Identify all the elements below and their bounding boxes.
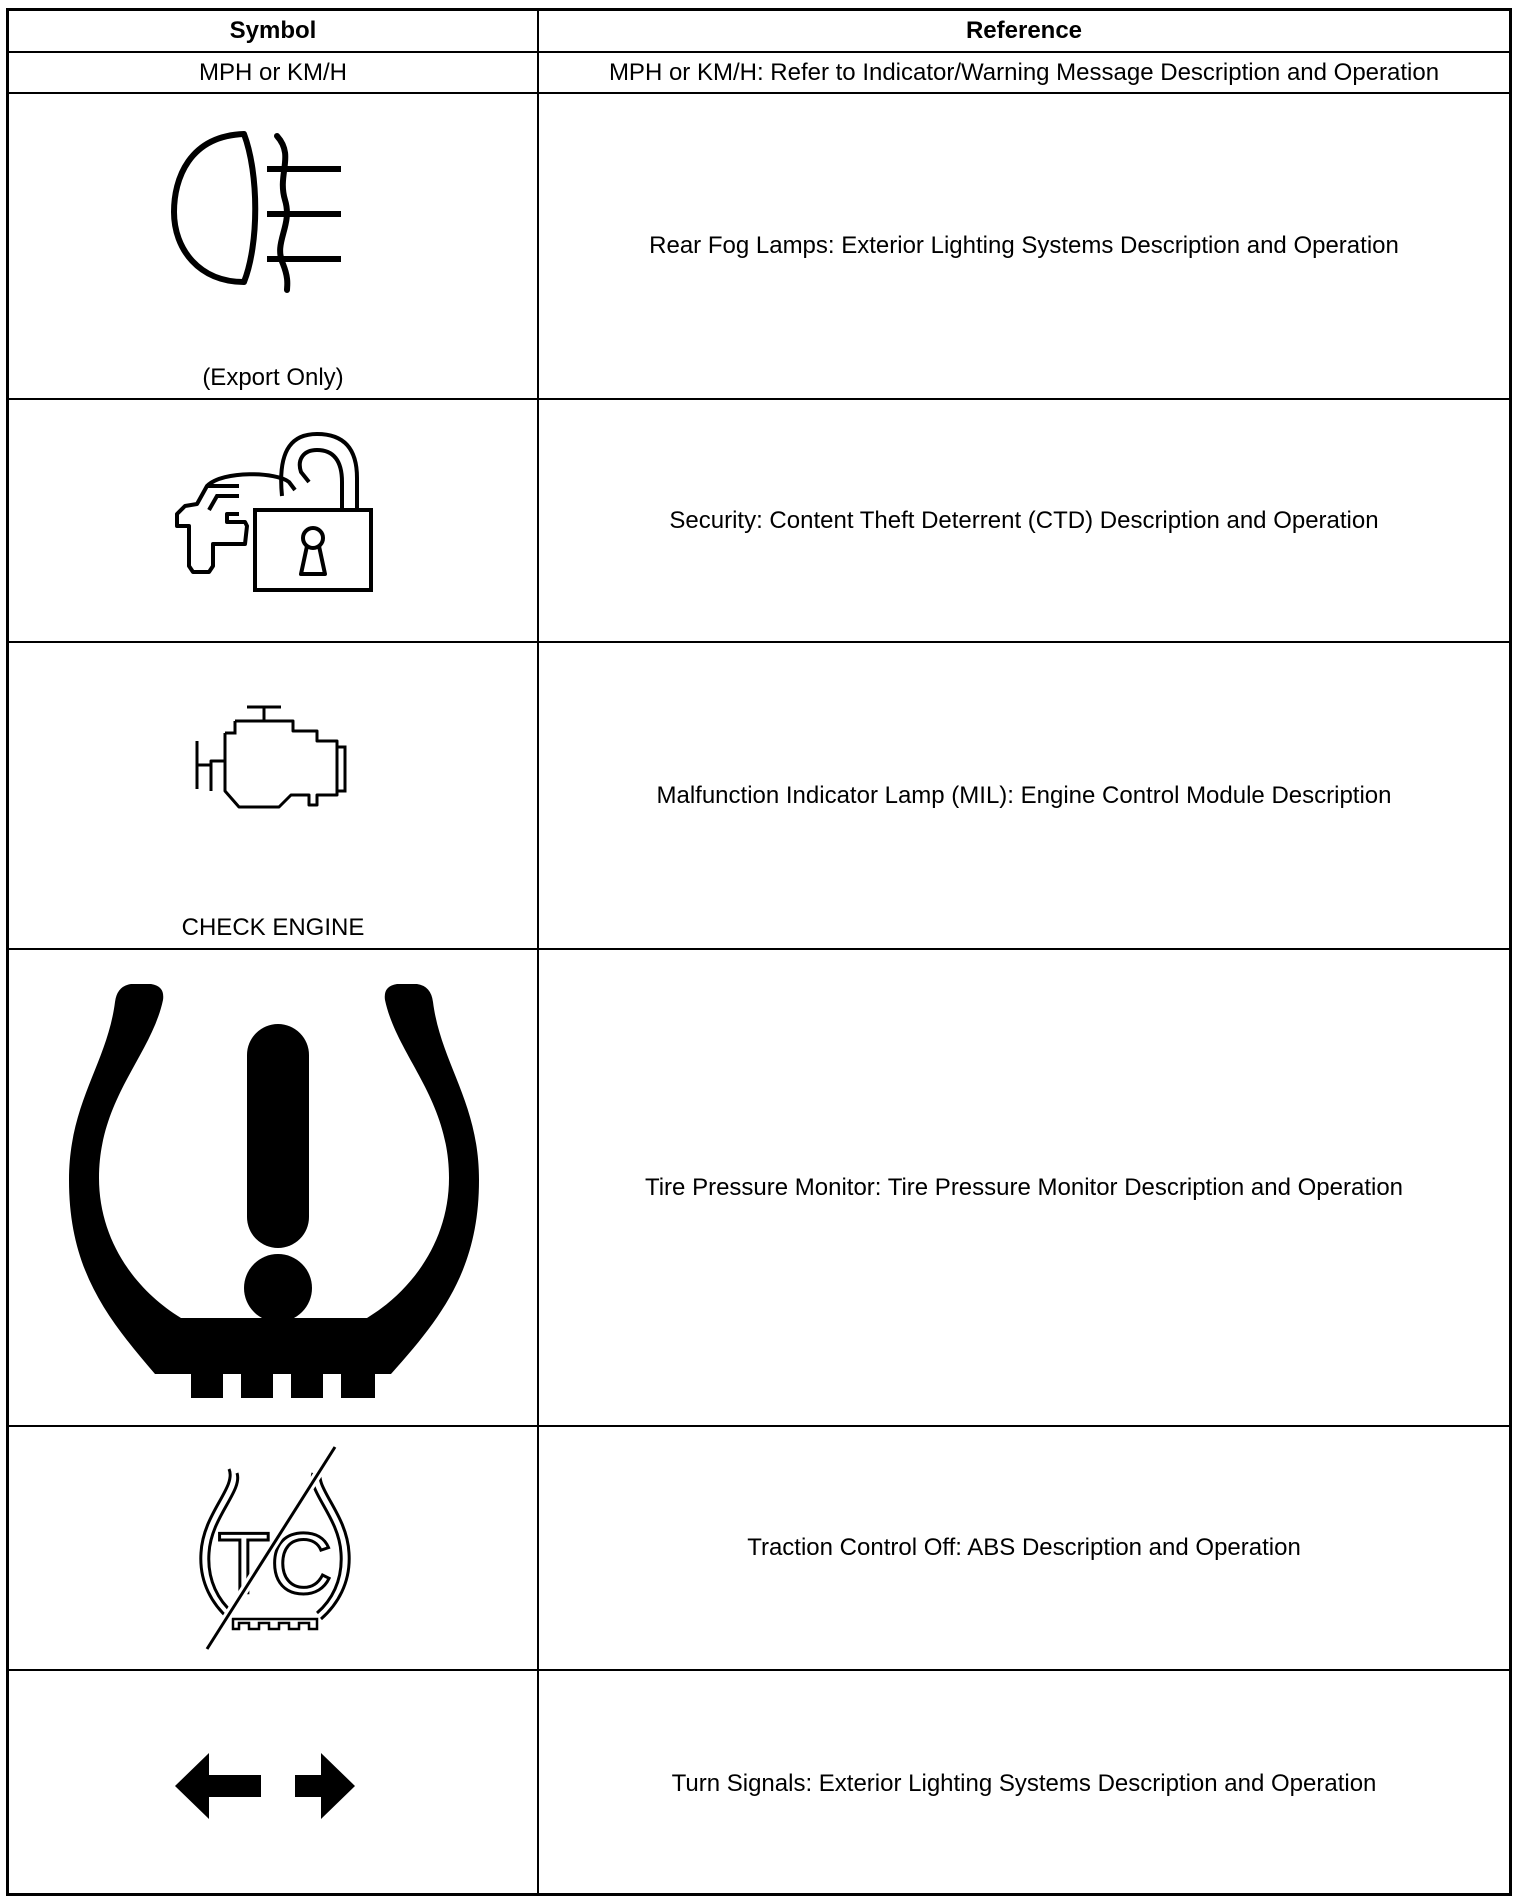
symbol-cell <box>9 1427 539 1669</box>
header-symbol <box>9 11 539 51</box>
header-reference-label: Reference <box>965 17 1083 44</box>
symbol-cell <box>9 950 539 1425</box>
symbol-reference-table <box>6 8 1512 1896</box>
tire-pressure-warning-icon <box>65 968 485 1408</box>
reference-text: Tire Pressure Monitor: Tire Pressure Monitor Description and Operation <box>644 1173 1404 1201</box>
table-row <box>9 94 1509 400</box>
symbol-cell <box>9 400 539 641</box>
symbol-cell <box>9 94 539 398</box>
reference-text: Security: Content Theft Deterrent (CTD) Description and Operation <box>669 506 1379 534</box>
symbol-cell <box>9 53 539 92</box>
symbol-cell <box>9 1671 539 1896</box>
rear-fog-lamp-icon <box>169 124 369 294</box>
table-header-row <box>9 11 1509 53</box>
table-row <box>9 1427 1509 1671</box>
reference-cell <box>539 950 1509 1425</box>
reference-text: Malfunction Indicator Lamp (MIL): Engine Control Module Description <box>656 781 1392 809</box>
symbol-caption: CHECK ENGINE <box>181 914 365 941</box>
header-reference <box>539 11 1509 51</box>
tc-icon-text: TC <box>217 1516 333 1612</box>
header-symbol-label: Symbol <box>229 17 317 44</box>
traction-control-off-icon <box>193 1443 363 1653</box>
vehicle-security-lock-icon <box>167 426 377 596</box>
turn-signal-arrows-icon <box>175 1751 355 1821</box>
reference-text: Traction Control Off: ABS Description and Operation <box>747 1534 1301 1561</box>
table-row <box>9 950 1509 1427</box>
engine-icon <box>189 703 359 813</box>
reference-cell <box>539 94 1509 398</box>
reference-cell <box>539 1671 1509 1896</box>
symbol-caption: (Export Only) <box>202 364 344 391</box>
reference-text: MPH or KM/H: Refer to Indicator/Warning Message Description and Operation <box>608 58 1440 86</box>
reference-text: Turn Signals: Exterior Lighting Systems Description and Operation <box>671 1769 1377 1797</box>
reference-cell <box>539 1427 1509 1669</box>
table-row <box>9 643 1509 950</box>
reference-cell <box>539 400 1509 641</box>
table-row <box>9 400 1509 643</box>
symbol-text: MPH or KM/H <box>198 58 347 86</box>
table-row <box>9 53 1509 94</box>
symbol-cell <box>9 643 539 948</box>
reference-text: Rear Fog Lamps: Exterior Lighting Systems Description and Operation <box>649 232 1399 259</box>
table-row <box>9 1671 1509 1896</box>
reference-cell <box>539 53 1509 92</box>
reference-cell <box>539 643 1509 948</box>
